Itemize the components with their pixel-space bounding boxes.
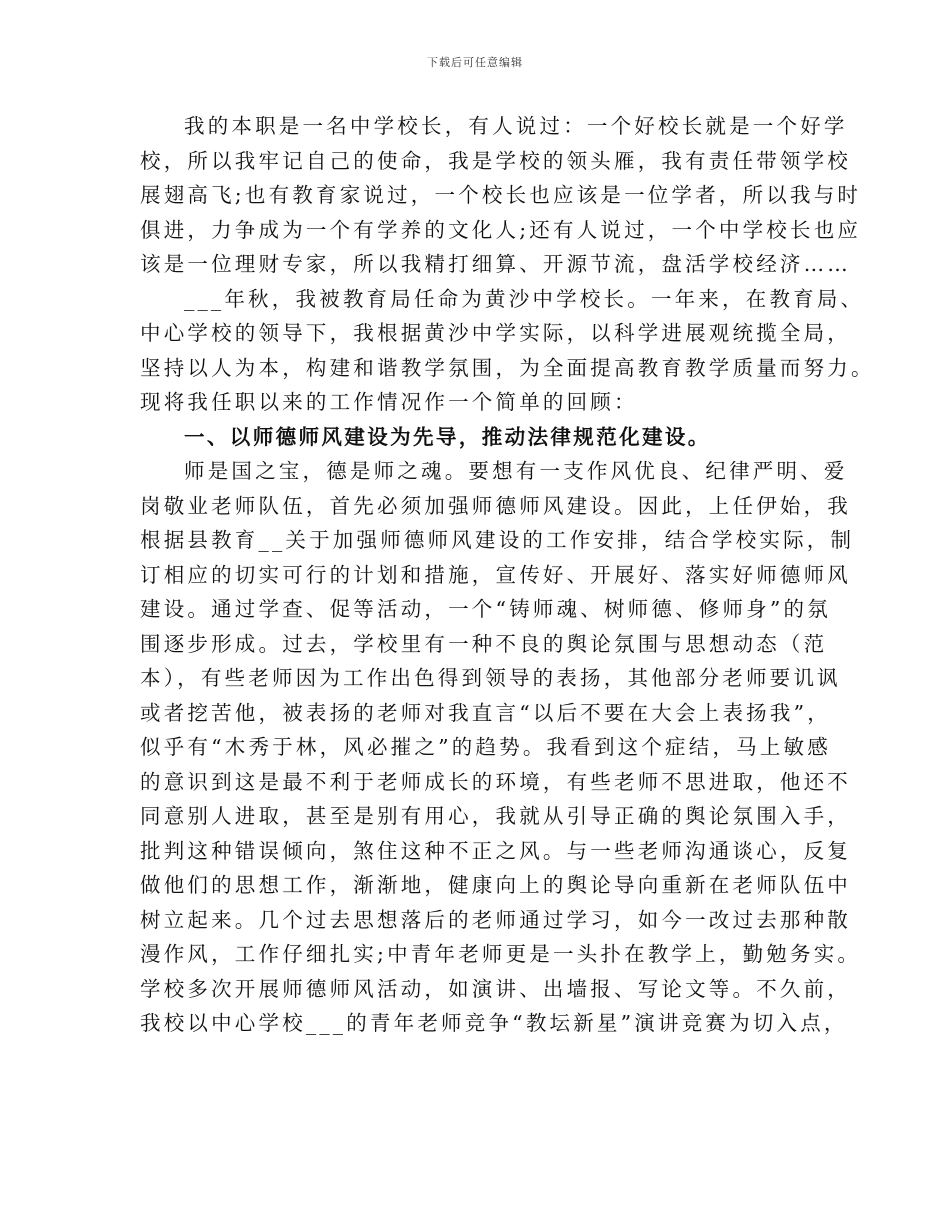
paragraph-line: 建设。通过学查、促等活动，一个“铸师魂、树师德、修师身”的氛	[140, 597, 831, 621]
body-text	[140, 109, 875, 1041]
paragraph-line: 校，所以我牢记自己的使命，我是学校的领头雁，我有责任带领学校	[140, 148, 851, 173]
paragraph-line: 订相应的切实可行的计划和措施，宣传好、开展好、落实好师德师风	[140, 562, 851, 587]
paragraph-line: 展翅高飞;也有教育家说过，一个校长也应该是一位学者，所以我与时	[140, 183, 862, 207]
paragraph-line: 坚持以人为本，构建和谐教学氛围，为全面提高教育教学质量而努力。	[140, 355, 875, 380]
paragraph-line: 根据县教育__关于加强师德师风建设的工作安排，结合学校实际，制	[140, 528, 855, 552]
paragraph-line: 该是一位理财专家，所以我精打细算、开源节流，盘活学校经济……	[140, 252, 851, 276]
paragraph-line: 做他们的思想工作，渐渐地，健康向上的舆论导向重新在老师队伍中	[140, 873, 851, 897]
paragraph-line: 中心学校的领导下，我根据黄沙中学实际，以科学进展观统揽全局，	[140, 321, 851, 345]
paragraph-line: 本），有些老师因为工作出色得到领导的表扬，其他部分老师要讥讽	[140, 666, 841, 690]
paragraph-line: 漫作风，工作仔细扎实;中青年老师更是一头扑在教学上，勤勉务实。	[140, 942, 862, 966]
paragraph-line: 批判这种错误倾向，煞住这种不正之风。与一些老师沟通谈心，反复	[140, 838, 851, 863]
paragraph-line: 俱进，力争成为一个有学养的文化人;还有人说过，一个中学校长也应	[140, 217, 862, 242]
paragraph-line: 师是国之宝，德是师之魂。要想有一支作风优良、纪律严明、爱	[184, 459, 848, 483]
paragraph-line: 同意别人进取，甚至是别有用心，我就从引导正确的舆论氛围入手，	[140, 804, 851, 828]
paragraph-line: 我的本职是一名中学校长，有人说过：一个好校长就是一个好学	[184, 114, 848, 138]
paragraph-line: 的意识到这是最不利于老师成长的环境，有些老师不思进取，他还不	[140, 769, 851, 794]
header-note: 下载后可任意编辑	[427, 56, 523, 69]
paragraph-line: 围逐步形成。过去，学校里有一种不良的舆论氛围与思想动态（范	[140, 631, 828, 656]
paragraph-line: 树立起来。几个过去思想落后的老师通过学习，如今一改过去那种散	[140, 907, 851, 932]
section-heading: 一、以师德师风建设为先导，推动法律规范化建设。	[184, 424, 711, 449]
paragraph-line: 学校多次开展师德师风活动，如演讲、出墙报、写论文等。不久前，	[140, 976, 851, 1001]
paragraph-line: ___年秋，我被教育局任命为黄沙中学校长。一年来，在教育局、	[184, 286, 865, 311]
paragraph-line: 似乎有“木秀于林，风必摧之”的趋势。我看到这个症结，马上敏感	[140, 735, 831, 759]
paragraph-line: 我校以中心学校___的青年老师竞争“教坛新星”演讲竞赛为切入点，	[140, 1011, 848, 1035]
paragraph-line: 岗敬业老师队伍，首先必须加强师德师风建设。因此，上任伊始，我	[140, 493, 851, 518]
paragraph-line: 或者挖苦他，被表扬的老师对我直言“以后不要在大会上表扬我”，	[140, 700, 831, 725]
paragraph-line: 现将我任职以来的工作情况作一个简单的回顾：	[140, 390, 638, 414]
